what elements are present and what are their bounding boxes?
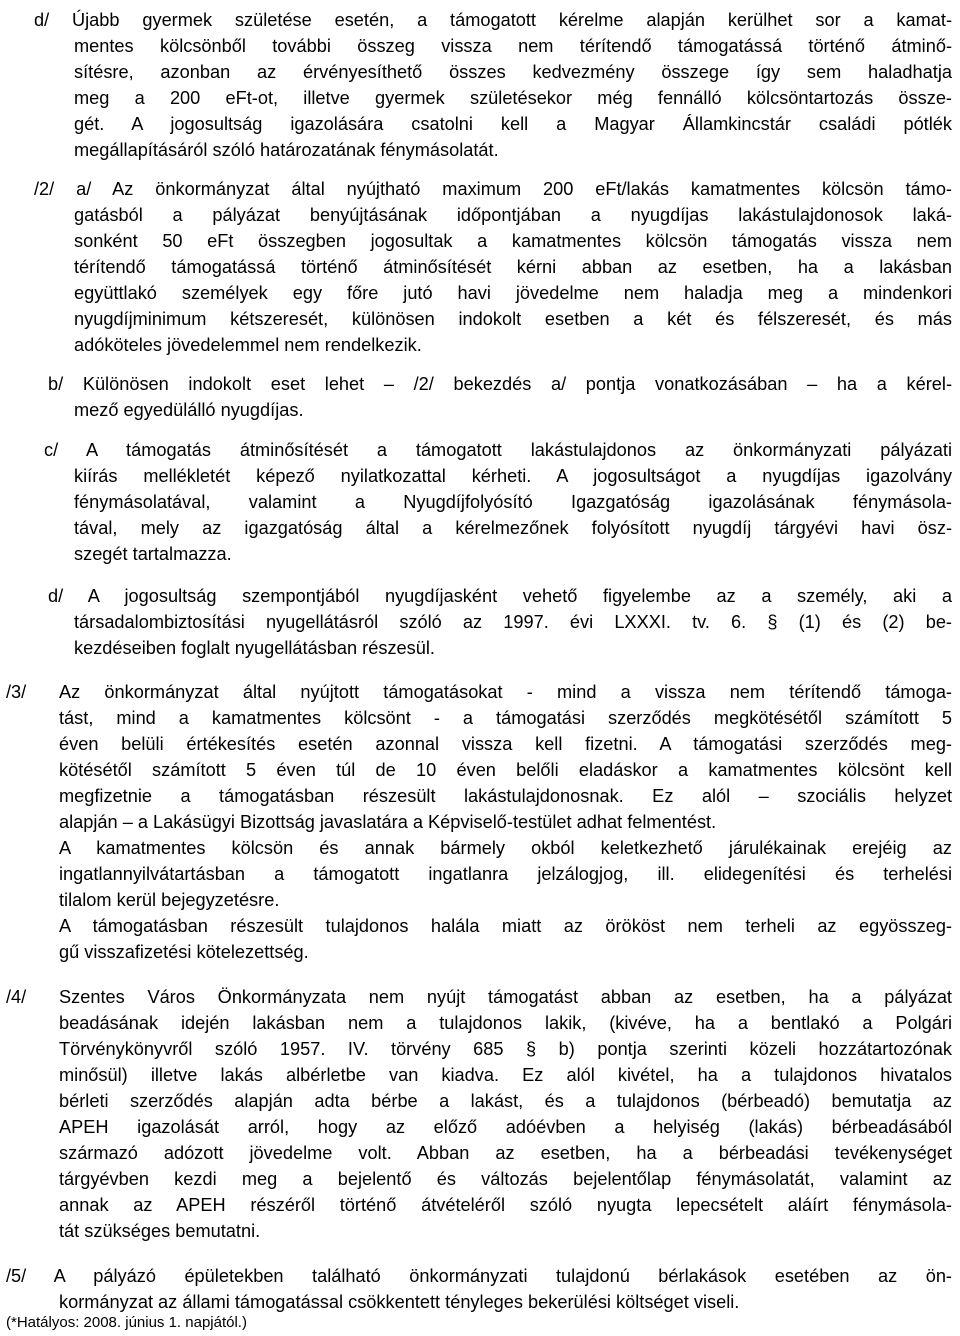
section-4-line-7: származó adózott jövedelme volt. Abban az esetben, ha a bérbeadási tevékenységet <box>59 1143 952 1163</box>
paragraph-2c-line-2: kiírás mellékletét képező nyilatkozattal kérheti. A jogosultságot a nyugdíjas igazolvány <box>74 466 952 486</box>
section-3-line-6: alapján – a Lakásügyi Bizottság javaslatára a Képviselő-testület adhat felmentést. <box>59 812 717 832</box>
section-3-line-1: Az önkormányzat által nyújtott támogatásokat - mind a vissza nem térítendő támoga- <box>59 682 952 702</box>
paragraph-2a-line-1: /2/ a/ Az önkormányzat által nyújtható maximum 200 eFt/lakás kamatmentes kölcsön támo- <box>34 179 952 199</box>
section-3-line-10: A támogatásban részesült tulajdonos halála miatt az örököst nem terheli az egyösszeg- <box>59 916 952 936</box>
paragraph-2c-line-1: c/ A támogatás átminősítését a támogatott lakástulajdonos az önkormányzati pályázati <box>44 440 952 460</box>
section-4-line-10: tát szükséges bemutatni. <box>59 1221 261 1241</box>
section-3-line-8: ingatlannyilvátartásban a támogatott ingatlanra jelzálogjog, ill. elidegenítési és terhelési <box>59 864 952 884</box>
paragraph-2a-line-4: térítendő támogatássá történő átminősítését kérni abban az esetben, ha a lakásban <box>74 257 952 277</box>
paragraph-2c-line-3: fénymásolatával, valamint a Nyugdíjfolyósító Igazgatóság igazolásának fénymásola- <box>74 492 952 512</box>
section-3-line-11: gű visszafizetési kötelezettség. <box>59 942 309 962</box>
paragraph-2c-line-4: tával, mely az igazgatóság által a kérelmezőnek folyósított nyugdíj tárgyévi havi ösz- <box>74 518 952 538</box>
paragraph-2a-line-2: gatásból a pályázat benyújtásának időpontjában a nyugdíjas lakástulajdonosok laká- <box>74 205 952 225</box>
section-3-line-2: tást, mind a kamatmentes kölcsönt - a támogatási szerződés megkötésétől számított 5 <box>59 708 952 728</box>
paragraph-2a-line-7: adóköteles jövedelemmel nem rendelkezik. <box>74 335 422 355</box>
section-4-line-2: beadásának idején lakásban nem a tulajdonos lakik, (kivéve, ha a bentlakó a Polgári <box>59 1013 952 1033</box>
paragraph-2d-line-1: d/ A jogosultság szempontjából nyugdíjasként vehető figyelembe az a személy, aki a <box>48 586 952 606</box>
paragraph-2a-line-5: együttlakó személyek egy főre jutó havi jövedelme nem haladja meg a mindenkori <box>74 283 952 303</box>
section-3-line-5: megfizetnie a támogatásban részesült lakástulajdonosnak. Ez alól – szociális helyzet <box>59 786 952 806</box>
section-4-line-4: minősül) illetve lakás albérletbe van kiadva. Ez alól kivétel, ha a tulajdonos hivatalos <box>59 1065 952 1085</box>
section-4-line-1: Szentes Város Önkormányzata nem nyújt támogatást abban az esetben, ha a pályázat <box>59 987 952 1007</box>
paragraph-2b-line-2: mező egyedülálló nyugdíjas. <box>74 400 304 420</box>
section-4-line-8: tárgyévben kezdi meg a bejelentő és változás bejelentőlap fénymásolatát, valamint az <box>59 1169 952 1189</box>
section-3-line-4: kötésétől számított 5 éven túl de 10 éven belőli eladáskor a kamatmentes kölcsönt kell <box>59 760 952 780</box>
section-3-label: /3/ <box>6 682 27 702</box>
paragraph-d-line-5: gét. A jogosultság igazolására csatolni kell a Magyar Államkincstár családi pótlék <box>74 114 952 134</box>
section-4-line-5: bérleti szerződés alapján adta bérbe a lakást, és a tulajdonos (bérbeadó) bemutatja az <box>59 1091 952 1111</box>
section-4-label: /4/ <box>6 987 27 1007</box>
effective-date-footnote: (*Hatályos: 2008. június 1. napjától.) <box>6 1314 247 1331</box>
paragraph-2b-line-1: b/ Különösen indokolt eset lehet – /2/ bekezdés a/ pontja vonatkozásában – ha a kérel- <box>48 374 952 394</box>
section-4-line-6: APEH igazolását arról, hogy az előző adóévben a helyiség (lakás) bérbeadásából <box>59 1117 952 1137</box>
section-4-line-9: annak az APEH részéről történő átvételéről szóló nyugta lepecsételt aláírt fénymásola- <box>59 1195 952 1215</box>
section-5-line-2: kormányzat az állami támogatással csökkentett tényleges bekerülési költséget viseli. <box>59 1292 740 1312</box>
paragraph-2d-line-3: kezdéseiben foglalt nyugellátásban részesül. <box>74 638 435 658</box>
section-3-line-7: A kamatmentes kölcsön és annak bármely okból keletkezhető járulékainak erejéig az <box>59 838 952 858</box>
paragraph-d-line-1: d/ Újabb gyermek születése esetén, a támogatott kérelme alapján kerülhet sor a kamat- <box>34 10 952 30</box>
section-3-line-9: tilalom kerül bejegyzetésre. <box>59 890 280 910</box>
paragraph-d-line-6: megállapításáról szóló határozatának fénymásolatát. <box>74 140 499 160</box>
section-3-line-3: éven belüli értékesítés esetén azonnal vissza kell fizetni. A támogatási szerződés meg- <box>59 734 952 754</box>
paragraph-d-line-4: meg a 200 eFt-ot, illetve gyermek születésekor még fennálló kölcsöntartozás össze- <box>74 88 952 108</box>
paragraph-2c-line-5: szegét tartalmazza. <box>74 544 232 564</box>
paragraph-d-line-2: mentes kölcsönből további összeg vissza nem térítendő támogatássá történő átminő- <box>74 36 952 56</box>
paragraph-2a-line-3: sonként 50 eFt összegben jogosultak a kamatmentes kölcsön támogatás vissza nem <box>74 231 952 251</box>
paragraph-d-line-3: sítésre, azonban az érvényesíthető összes kedvezmény összege így sem haladhatja <box>74 62 952 82</box>
paragraph-2d-line-2: társadalombiztosítási nyugellátásról szóló az 1997. évi LXXXI. tv. 6. § (1) és (2) be- <box>74 612 952 632</box>
section-4-line-3: Törvénykönyvről szóló 1957. IV. törvény 685 § b) pontja szerinti közeli hozzátartozónak <box>59 1039 952 1059</box>
paragraph-2a-line-6: nyugdíjminimum kétszeresét, különösen indokolt esetben a két és félszeresét, és más <box>74 309 952 329</box>
section-5-line-1: /5/ A pályázó épületekben található önkormányzati tulajdonú bérlakások esetében az ön- <box>6 1266 952 1286</box>
